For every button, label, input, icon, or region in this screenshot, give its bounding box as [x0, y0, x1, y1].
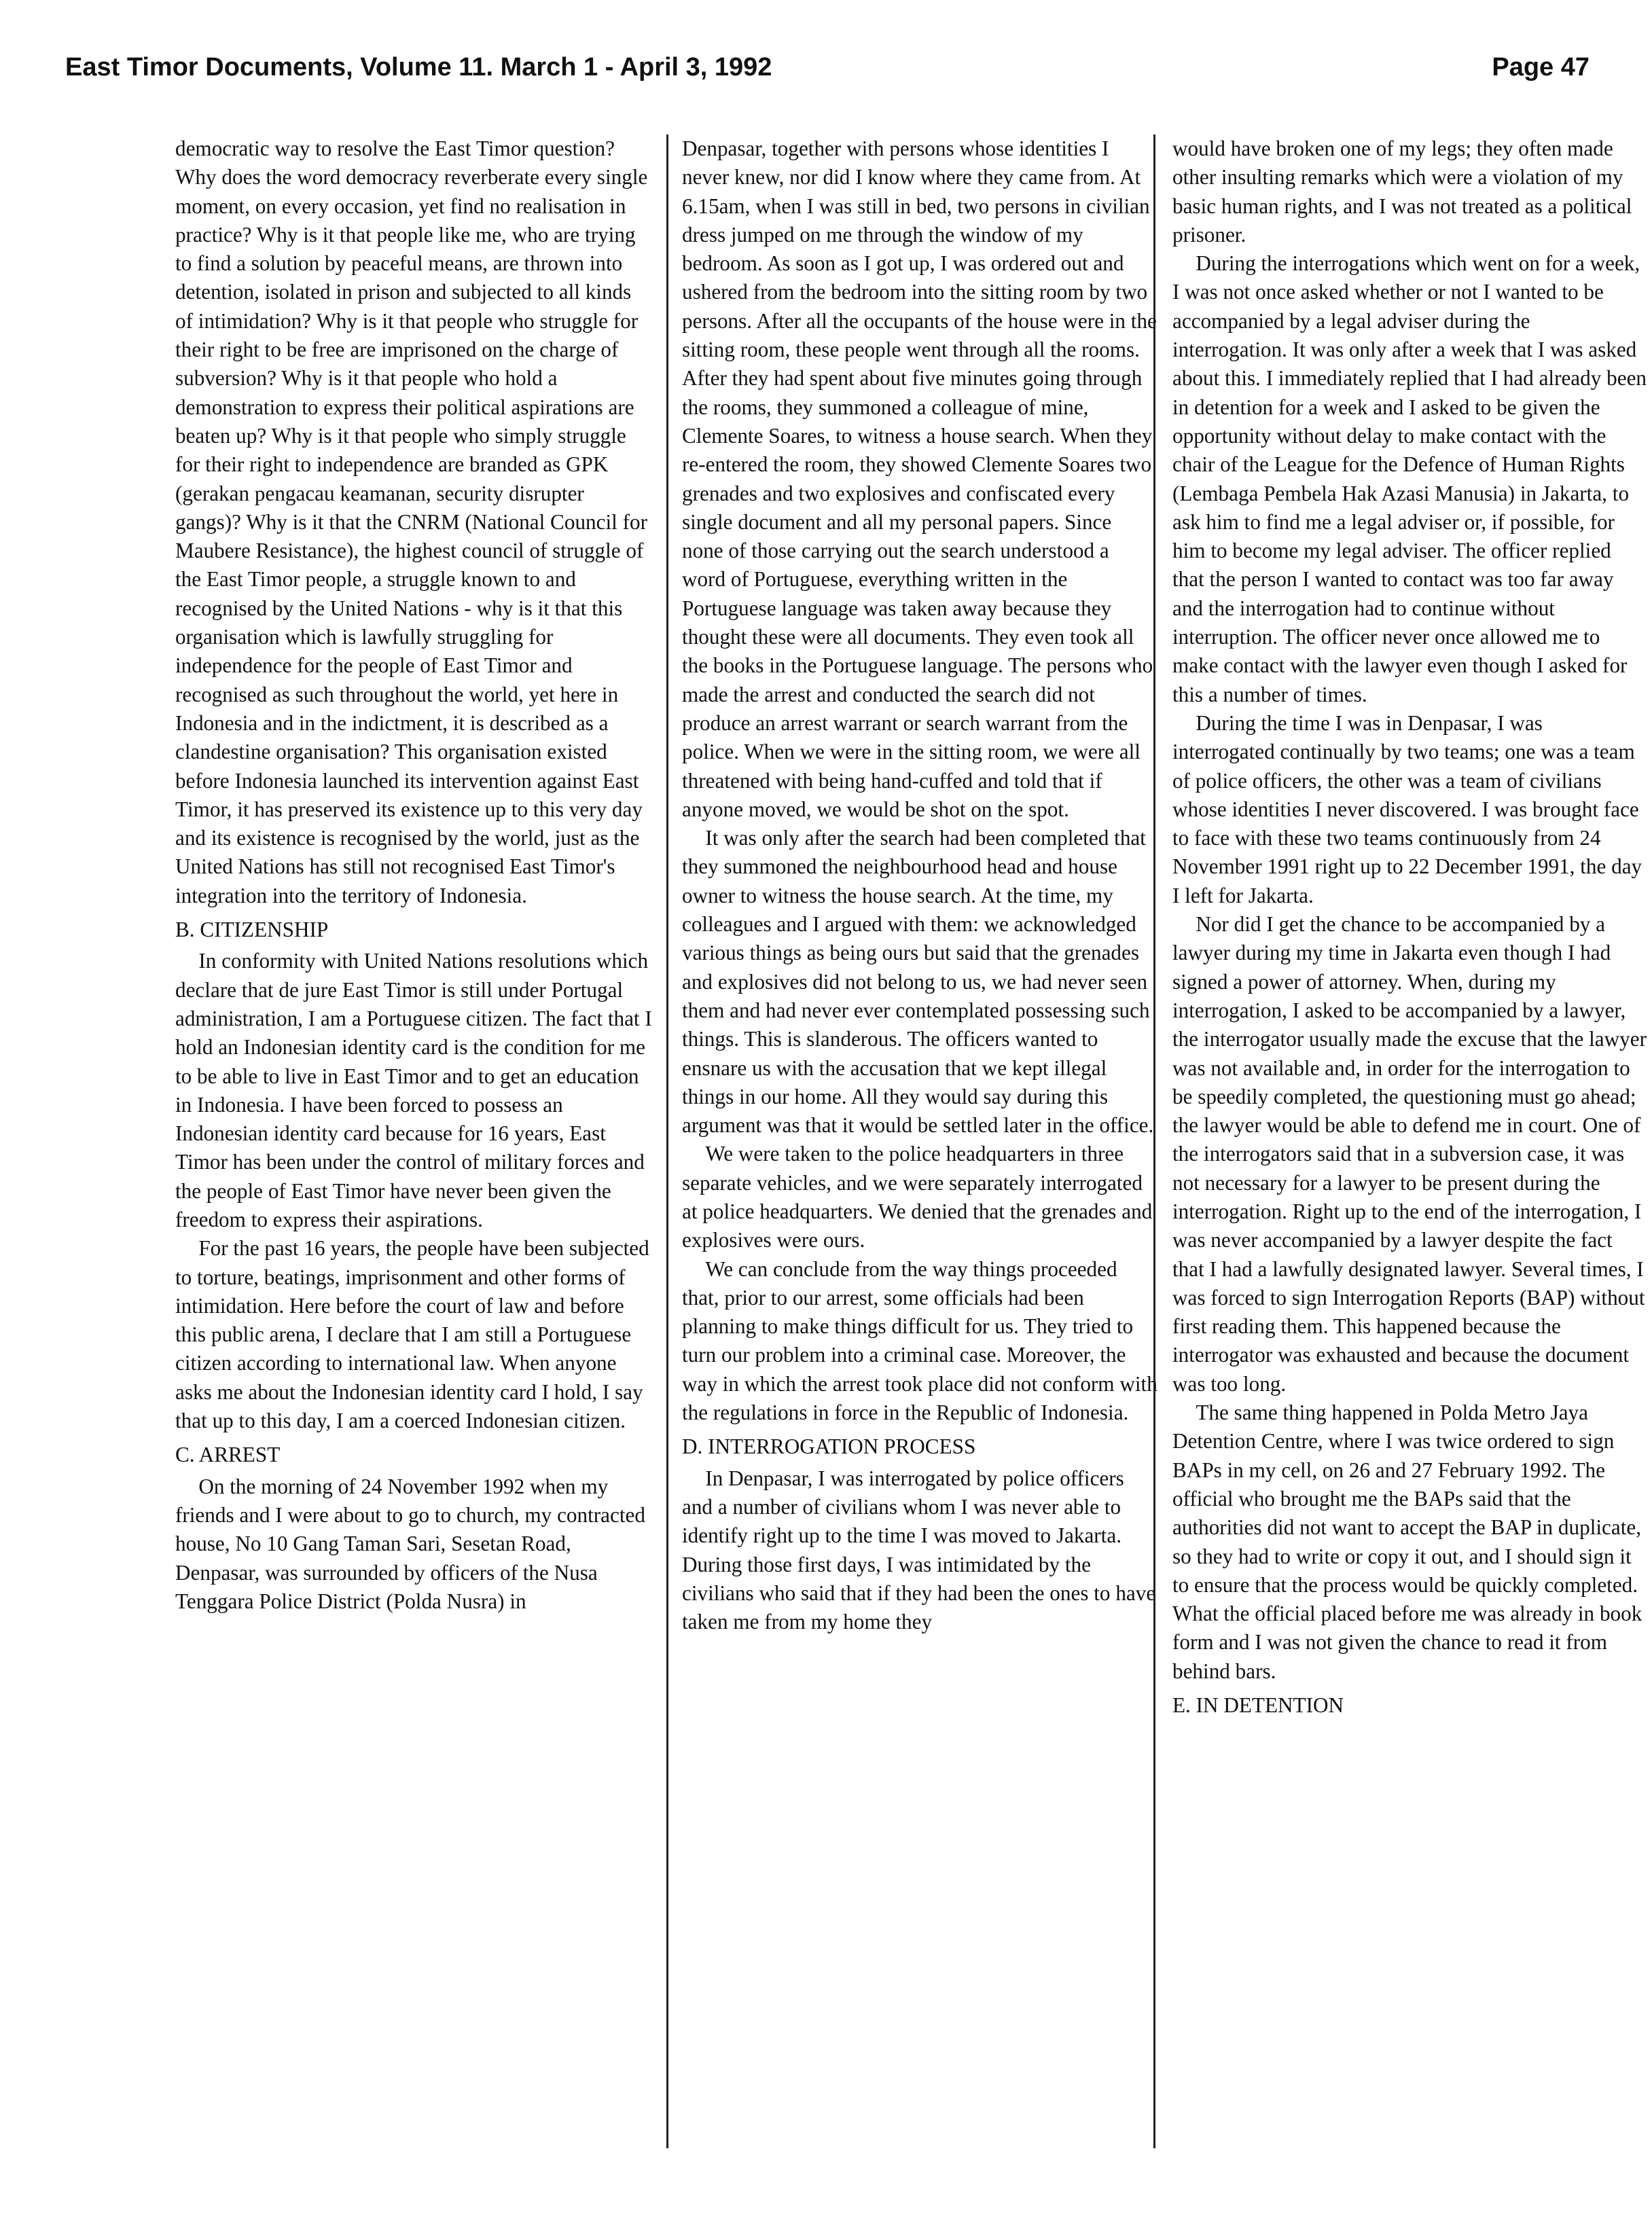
page-header	[65, 53, 1590, 101]
section-heading-interrogation-process: D. INTERROGATION PROCESS	[682, 1434, 976, 1459]
paragraph: It was only after the search had been completed that they summoned the neighbourhood head and house owner to witness the house search. At the time, my colleagues and I argued with them: we acknowledged various things as being ours but said that the grenades and explosives did not belong to us, we had never seen them and had never ever contemplated possessing such things. This is slanderous. The officers wanted to ensnare us with the accusation that we kept illegal things in our home. All they would say during this argument was that it would be settled later in the office.	[682, 826, 1154, 1138]
paragraph: Nor did I get the chance to be accompanied by a lawyer during my time in Jakarta even though I had signed a power of attorney. When, during my interrogation, I asked to be accompanied by a lawyer, the interrogator usually made the excuse that the lawyer was not available and, in order for the interrogation to be speedily completed, the questioning must go ahead; the lawyer would be able to defend me in court. One of the interrogators said that in a subversion case, it was not necessary for a lawyer to be present during the interrogation. Right up to the end of the interrogation, I was never accompanied by a lawyer despite the fact that I had a lawfully designated lawyer. Several times, I was forced to sign Interrogation Reports (BAP) without first reading them. This happened because the interrogator was exhausted and because the document was too long.	[1172, 912, 1647, 1396]
paragraph: Denpasar, together with persons whose identities I never knew, nor did I know where they came from. At 6.15am, when I was still in bed, two persons in civilian dress jumped on me through the window of my bedroom. As soon as I got up, I was ordered out and ushered from the bedroom into the sitting room by two persons. After all the occupants of the house were in the sitting room, these people went through all the rooms. After they had spent about five minutes going through the rooms, they summoned a colleague of mine, Clemente Soares, to witness a house search. When they re-entered the room, they showed Clemente Soares two grenades and two explosives and confiscated every single document and all my personal papers. Since none of those carrying out the search understood a word of Portuguese, everything written in the Portuguese language was taken away because they thought these were all documents. They even took all the books in the Portuguese language. The persons who made the arrest and conducted the search did not produce an arrest warrant or search warrant from the police. When we were in the sitting room, we were all threatened with being hand-cuffed and told that if anyone moved, we would be shot on the spot.	[682, 137, 1157, 821]
paragraph: We can conclude from the way things proceeded that, prior to our arrest, some officials had been planning to make things difficult for us. They tried to turn our problem into a criminal case. Moreover, the way in which the arrest took place did not conform with the regulations in force in the Republic of Indonesia.	[682, 1257, 1157, 1425]
paragraph: During the interrogations which went on for a week, I was not once asked whether or not I wanted to be accompanied by a legal adviser during the interrogation. It was only after a week that I was asked about this. I immediately replied that I had already been in detention for a week and I asked to be given the opportunity without delay to make contact with the chair of the League for the Defence of Human Rights (Lembaga Pembela Hak Azasi Manusia) in Jakarta, to ask him to find me a legal adviser or, if possible, for him to become my legal adviser. The officer replied that the person I wanted to contact was too far away and the interrogation had to continue without interruption. The officer never once allowed me to make contact with the lawyer even though I asked for this a number of times.	[1172, 251, 1647, 706]
paragraph: would have broken one of my legs; they often made other insulting remarks which were a violation of my basic human rights, and I was not treated as a political prisoner.	[1172, 137, 1632, 247]
paragraph: The same thing happened in Polda Metro Jaya Detention Centre, where I was twice ordered to sign BAPs in my cell, on 26 and 27 February 1992. The official who brought me the BAPs said that the authorities did not want to accept the BAP in duplicate, so they had to write or copy it out, and I should sign it to ensure that the process would be quickly completed. What the official placed before me was already in book form and I was not given the chance to read it from behind bars.	[1172, 1401, 1642, 1683]
paragraph: We were taken to the police headquarters in three separate vehicles, and we were separately interrogated at police headquarters. We denied that the grenades and explosives were ours.	[682, 1142, 1153, 1252]
paragraph: In conformity with United Nations resolutions which declare that de jure East Timor is still under Portugal administration, I am a Portuguese citizen. The fact that I hold an Indonesian identity card is the condition for me to be able to live in East Timor and to get an education in Indonesia. I have been forced to possess an Indonesian identity card because for 16 years, East Timor has been under the control of military forces and the people of East Timor have never been given the freedom to express their aspirations.	[175, 949, 652, 1231]
paragraph: During the time I was in Denpasar, I was interrogated continually by two teams; one was a team of police officers, the other was a team of civilians whose identities I never discovered. I was brought face to face with these two teams continuously from 24 November 1991 right up to 22 December 1991, the day I left for Jakarta.	[1172, 710, 1642, 907]
page-number: Page 47	[1492, 53, 1590, 82]
paragraph: For the past 16 years, the people have been subjected to torture, beatings, imprisonment and other forms of intimidation. Here before the court of law and before this public arena, I declare that I am still a Portuguese citizen according to international law. When anyone asks me about the Indonesian identity card I hold, I say that up to this day, I am a coerced Indonesian citizen.	[175, 1236, 649, 1433]
column-1	[175, 134, 652, 2145]
paragraph: On the morning of 24 November 1992 when my friends and I were about to go to church, my contracted house, No 10 Gang Taman Sari, Sesetan Road, Denpasar, was surrounded by officers of the Nusa Tenggara Police District (Polda Nusra) in	[175, 1474, 645, 1613]
paragraph: democratic way to resolve the East Timor question? Why does the word democracy reverberate every single moment, on every occasion, yet find no realisation in practice? Why is it that people like me, who are trying to find a solution by peaceful means, are thrown into detention, isolated in prison and subjected to all kinds of intimidation? Why is it that people who struggle for their right to be free are imprisoned on the charge of subversion? Why is it that people who hold a demonstration to express their political aspirations are beaten up? Why is it that people who simply struggle for their right to independence are branded as GPK (gerakan pengacau keamanan, security disrupter gangs)? Why is it that the CNRM (National Council for Maubere Resistance), the highest council of struggle of the East Timor people, a struggle known to and recognised by the United Nations - why is it that this organisation which is lawfully struggling for independence for the people of East Timor and recognised as such throughout the world, yet here in Indonesia and in the indictment, it is described as a clandestine organisation? This organisation existed before Indonesia launched its intervention against East Timor, it has preserved its existence up to this very day and its existence is recognised by the world, just as the United Nations has still not recognised East Timor's integration into the territory of Indonesia.	[175, 137, 648, 907]
column-3	[1172, 134, 1647, 2145]
document-title: East Timor Documents, Volume 11. March 1 - April 3, 1992	[65, 53, 772, 82]
column-2	[682, 134, 1157, 2145]
paragraph: In Denpasar, I was interrogated by police officers and a number of civilians whom I was never able to identify right up to the time I was moved to Jakarta. During those first days, I was intimidated by the civilians who said that if they had been the ones to have taken me from my home they	[682, 1466, 1156, 1634]
column-divider	[666, 134, 668, 2148]
section-heading-in-detention: E. IN DETENTION	[1172, 1693, 1344, 1718]
section-heading-arrest: C. ARREST	[175, 1443, 281, 1467]
section-heading-citizenship: B. CITIZENSHIP	[175, 918, 329, 942]
